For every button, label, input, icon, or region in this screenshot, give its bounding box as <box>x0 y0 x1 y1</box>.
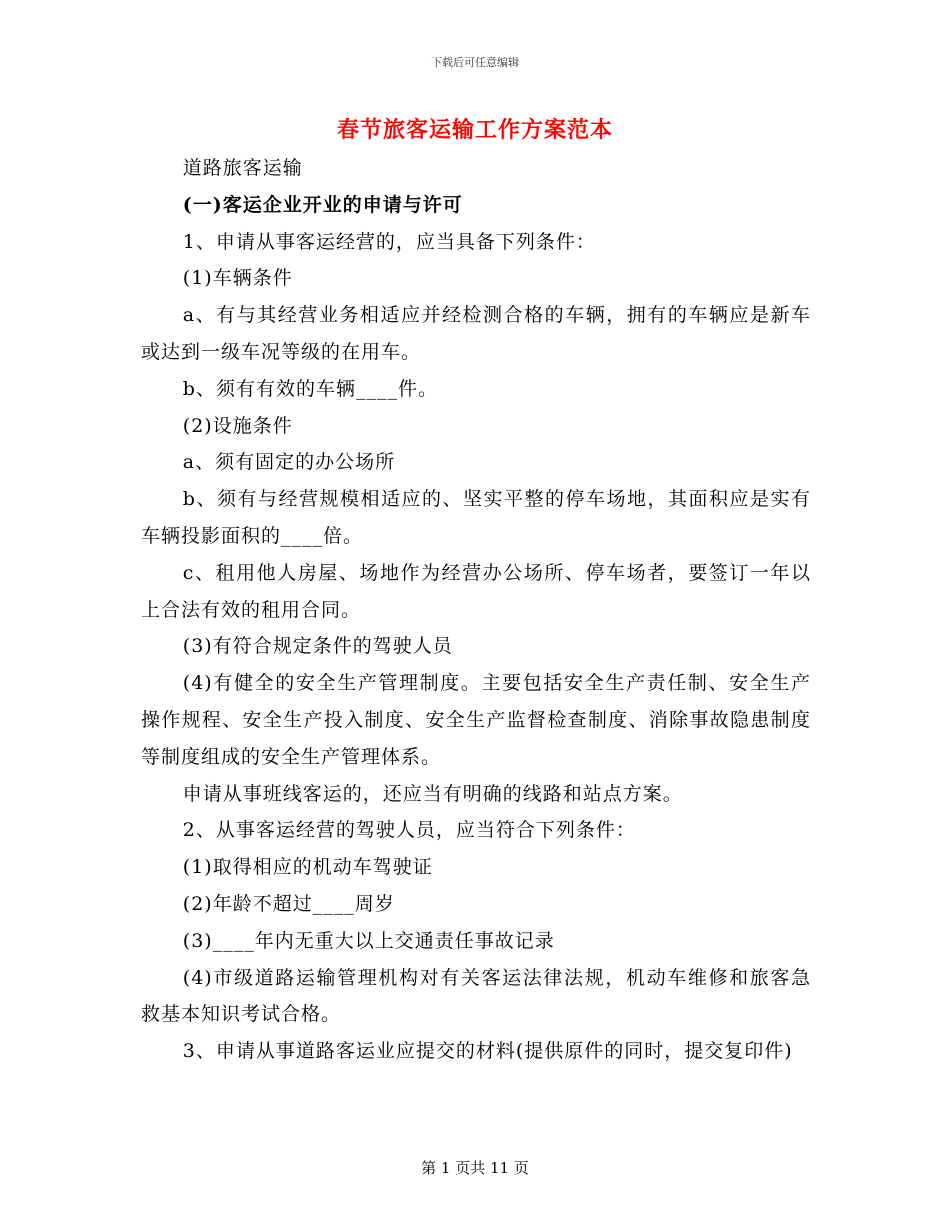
paragraph: (3)____年内无重大以上交通责任事故记录 <box>182 929 555 952</box>
paragraph: (1)取得相应的机动车驾驶证 <box>182 856 433 879</box>
paragraph: (2)设施条件 <box>182 414 293 437</box>
paragraph: b、须有有效的车辆____件。 <box>182 377 438 400</box>
document-body <box>141 150 811 1070</box>
header-note: 下载后可任意编辑 <box>431 56 519 69</box>
paragraph: 1、申请从事客运经营的，应当具备下列条件： <box>182 230 596 253</box>
paragraph: 3、申请从事道路客运业应提交的材料(提供原件的同时，提交复印件) <box>182 1040 793 1063</box>
paragraph: 申请从事班线客运的，还应当有明确的线路和站点方案。 <box>182 782 683 805</box>
paragraph: a、须有固定的办公场所 <box>182 451 396 474</box>
paragraph: b、须有与经营规模相适应的、坚实平整的停车场地，其面积应是实有车辆投影面积的____倍。 <box>141 488 811 547</box>
paragraph: (2)年龄不超过____周岁 <box>182 892 395 915</box>
section-heading: (一)客运企业开业的申请与许可 <box>182 193 463 216</box>
paragraph: (1)车辆条件 <box>182 267 293 290</box>
paragraph: (3)有符合规定条件的驾驶人员 <box>182 635 453 658</box>
page-footer: 第 1 页共 11 页 <box>421 1159 529 1177</box>
paragraph: (4)有健全的安全生产管理制度。主要包括安全生产责任制、安全生产操作规程、安全生产投入制度、安全生产监督检查制度、消除事故隐患制度等制度组成的安全生产管理体系。 <box>141 672 811 768</box>
document-title: 春节旅客运输工作方案范本 <box>336 117 613 143</box>
paragraph: c、租用他人房屋、场地作为经营办公场所、停车场者，要签订一年以上合法有效的租用合同。 <box>141 561 811 621</box>
paragraph: 道路旅客运输 <box>182 157 303 179</box>
paragraph: (4)市级道路运输管理机构对有关客运法律法规，机动车维修和旅客急救基本知识考试合格。 <box>141 966 811 1026</box>
paragraph: 2、从事客运经营的驾驶人员，应当符合下列条件： <box>182 819 636 842</box>
paragraph: a、有与其经营业务相适应并经检测合格的车辆，拥有的车辆应是新车或达到一级车况等级的在用车。 <box>141 304 811 363</box>
